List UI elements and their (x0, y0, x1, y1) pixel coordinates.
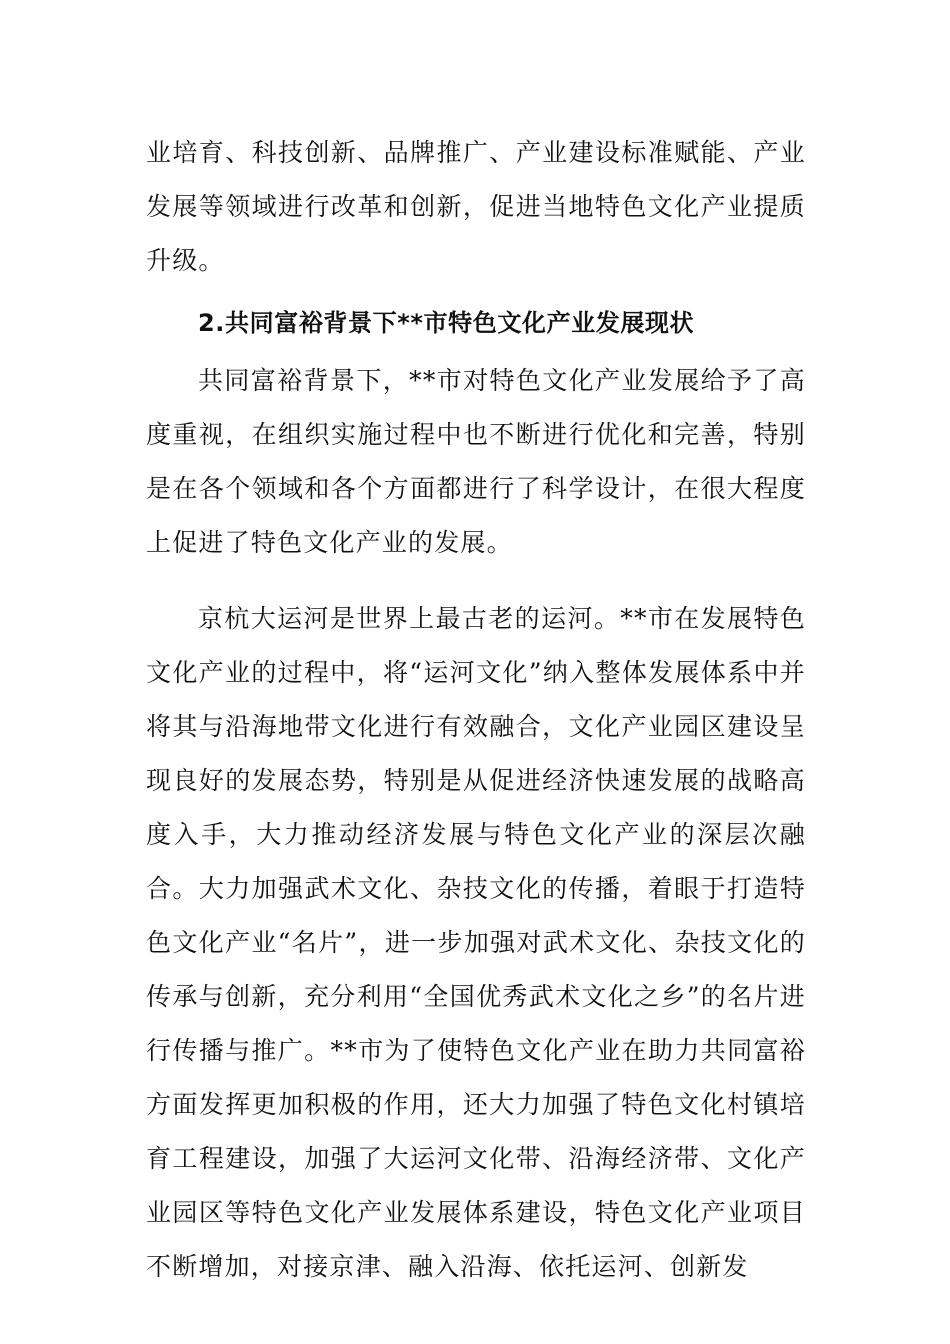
section-heading: 2.共同富裕背景下**市特色文化产业发展现状 (198, 309, 695, 337)
paragraph-status-overview: 共同富裕背景下，**市对特色文化产业发展给予了高度重视，在组织实施过程中也不断进行优化和完善，特别是在各个领域和各个方面都进行了科学设计，在很大程度上促进了特色文化产业的发展。 (146, 366, 806, 557)
spacer (146, 288, 806, 296)
document-body (146, 126, 806, 1294)
spacer (146, 570, 806, 592)
paragraph-continued: 业培育、科技创新、品牌推广、产业建设标准赋能、产业发展等领域进行改革和创新，促进当地特色文化产业提质升级。 (146, 138, 806, 275)
paragraph-grand-canal: 京杭大运河是世界上最古老的运河。**市在发展特色文化产业的过程中，将“运河文化”纳入整体发展体系中并将其与沿海地带文化进行有效融合，文化产业园区建设呈现良好的发展态势，特别是从促进经济快速发展的战略高度入手，大力推动经济发展与特色文化产业的深层次融合。大力加强武术文化、杂技文化的传播，着眼于打造特色文化产业“名片”，进一步加强对武术文化、杂技文化的传承与创新，充分利用“全国优秀武术文化之乡”的名片进行传播与推广。**市为了使特色文化产业在助力共同富裕方面发挥更加积极的作用，还大力加强了特色文化村镇培育工程建设，加强了大运河文化带、沿海经济带、文化产业园区等特色文化产业发展体系建设，特色文化产业项目不断增加，对接京津、融入沿海、依托运河、创新发 (146, 604, 806, 1281)
